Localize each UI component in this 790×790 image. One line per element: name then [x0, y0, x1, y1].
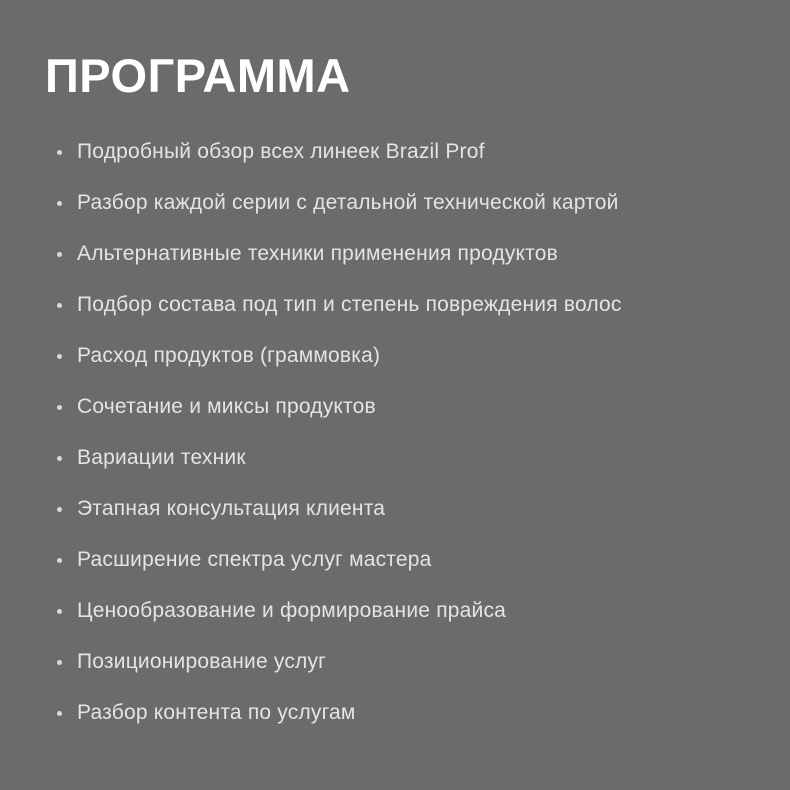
bullet-icon [57, 150, 62, 155]
bullet-icon [57, 609, 62, 614]
bullet-icon [57, 303, 62, 308]
bullet-icon [57, 507, 62, 512]
bullet-icon [57, 711, 62, 716]
bullet-icon [57, 660, 62, 665]
program-list [45, 141, 750, 724]
list-item [57, 345, 750, 367]
list-item [57, 294, 750, 316]
list-item [57, 702, 750, 724]
list-item-text: Ценообразование и формирование прайса [77, 599, 507, 622]
list-item-text: Этапная консультация клиента [77, 497, 386, 520]
list-item [57, 396, 750, 418]
list-item [57, 447, 750, 469]
list-item-text: Расход продуктов (граммовка) [77, 344, 381, 367]
list-item-text: Сочетание и миксы продуктов [77, 395, 376, 418]
list-item-text: Разбор контента по услугам [77, 701, 356, 724]
list-item-text: Подробный обзор всех линеек Brazil Prof [77, 140, 485, 163]
list-item-text: Альтернативные техники применения продуктов [77, 242, 558, 265]
bullet-icon [57, 201, 62, 206]
list-item [57, 549, 750, 571]
list-item [57, 141, 750, 163]
list-item-text: Позиционирование услуг [77, 650, 327, 673]
list-item [57, 498, 750, 520]
bullet-icon [57, 456, 62, 461]
list-item-text: Разбор каждой серии с детальной технической картой [77, 191, 619, 214]
list-item [57, 600, 750, 622]
bullet-icon [57, 405, 62, 410]
list-item [57, 243, 750, 265]
bullet-icon [57, 252, 62, 257]
list-item-text: Вариации техник [77, 446, 246, 469]
bullet-icon [57, 558, 62, 563]
list-item-text: Расширение спектра услуг мастера [77, 548, 432, 571]
list-item [57, 651, 750, 673]
list-item [57, 192, 750, 214]
list-item-text: Подбор состава под тип и степень повреждения волос [77, 293, 622, 316]
bullet-icon [57, 354, 62, 359]
page-title: ПРОГРАММА [45, 49, 351, 102]
